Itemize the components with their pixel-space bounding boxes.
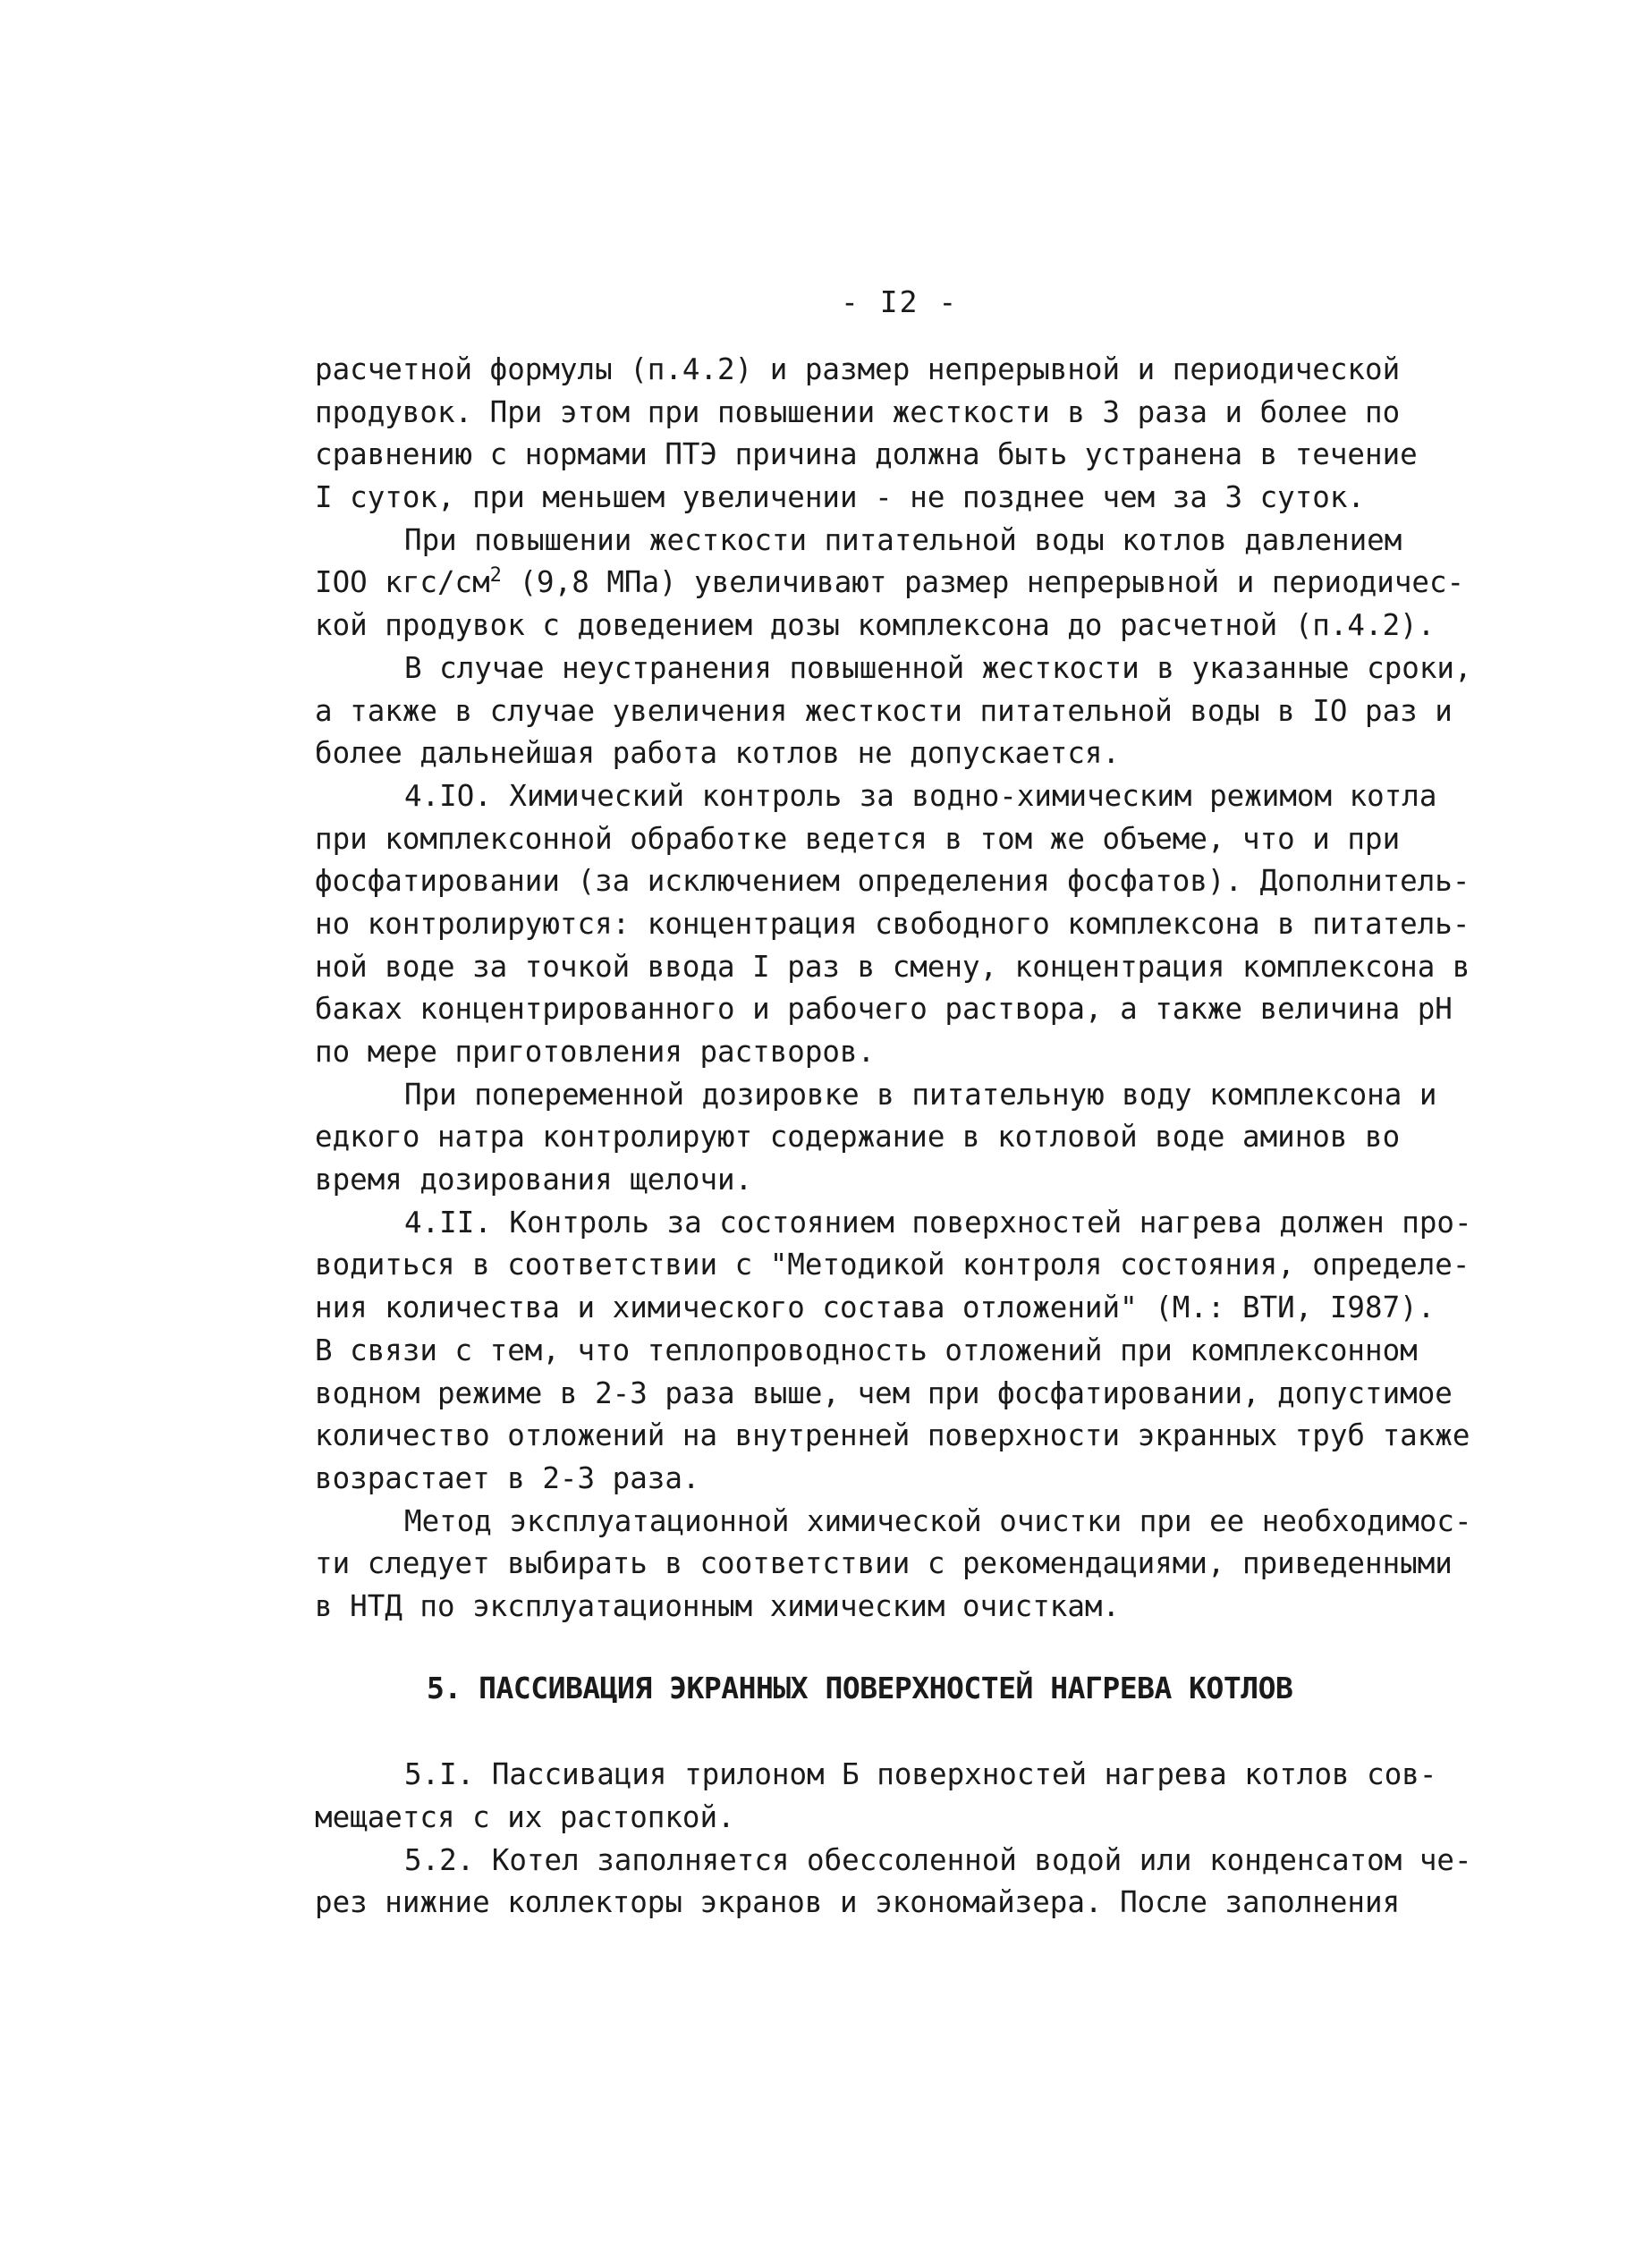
text-line: баках концентрированного и рабочего раствора, а также величина рН: [315, 992, 1453, 1027]
text-line: а также в случае увеличения жесткости питательной воды в IO раз и: [315, 693, 1453, 728]
text-fragment: IOO кгс/см: [315, 565, 490, 600]
text-line: едкого натра контролируют содержание в котловой воде аминов во: [315, 1120, 1401, 1155]
text-line: I суток, при меньшем увеличении - не позднее чем за 3 суток.: [315, 480, 1365, 515]
paragraph-start-line: 4.IO. Химический контроль за водно-химическим режимом котла: [404, 778, 1437, 813]
text-line: фосфатировании (за исключением определения фосфатов). Дополнитель-: [315, 864, 1470, 899]
paragraph-start-line: 5.2. Котел заполняется обессоленной водой или конденсатом че-: [404, 1842, 1472, 1877]
paragraph-start-line: В случае неустранения повышенной жесткости в указанные сроки,: [404, 650, 1472, 685]
text-line: мещается с их растопкой.: [315, 1800, 735, 1835]
text-line: время дозирования щелочи.: [315, 1163, 753, 1197]
text-line: кой продувок с доведением дозы комплексона до расчетной (п.4.2).: [315, 608, 1436, 643]
text-fragment: (9,8 МПа) увеличивают размер непрерывной и периодичес-: [501, 565, 1465, 600]
body-text: [315, 349, 1504, 1925]
text-line: возрастает в 2-3 раза.: [315, 1460, 700, 1495]
text-line: сравнению с нормами ПТЭ причина должна быть устранена в течение: [315, 437, 1418, 472]
paragraph-start-line: При повышении жесткости питательной воды котлов давлением: [404, 522, 1402, 557]
superscript: 2: [489, 564, 502, 588]
paragraph-start-line: 4.II. Контроль за состоянием поверхностей нагрева должен про-: [404, 1205, 1472, 1240]
text-line-with-superscript: [315, 562, 1504, 605]
text-line: рез нижние коллекторы экранов и экономайзера. После заполнения: [315, 1885, 1401, 1920]
text-line: продувок. При этом при повышении жесткости в 3 раза и более по: [315, 394, 1401, 429]
text-line: водиться в соответствии с "Методикой контроля состояния, определе-: [315, 1248, 1470, 1282]
text-line: но контролируются: концентрация свободного комплексона в питатель-: [315, 906, 1470, 941]
text-line: водном режиме в 2-3 раза выше, чем при фосфатировании, допустимое: [315, 1375, 1453, 1410]
text-line: количество отложений на внутренней поверхности экранных труб также: [315, 1418, 1470, 1453]
text-line: ния количества и химического состава отложений" (М.: ВТИ, I987).: [315, 1291, 1436, 1325]
text-line: более дальнейшая работа котлов не допускается.: [315, 736, 1121, 771]
text-line: ти следует выбирать в соответствии с рекомендациями, приведенными: [315, 1546, 1453, 1581]
paragraph-start-line: При попеременной дозировке в питательную воду комплексона и: [404, 1077, 1437, 1112]
page-number: - I2 -: [841, 284, 959, 319]
text-line: по мере приготовления растворов.: [315, 1035, 876, 1069]
paragraph-start-line: Метод эксплуатационной химической очистки при ее необходимос-: [404, 1503, 1472, 1538]
text-line: расчетной формулы (п.4.2) и размер непрерывной и периодической: [315, 352, 1401, 386]
paragraph-start-line: 5.I. Пассивация трилоном Б поверхностей нагрева котлов сов-: [404, 1757, 1437, 1792]
section-heading: 5. ПАССИВАЦИЯ ЭКРАННЫХ ПОВЕРХНОСТЕЙ НАГРЕВА КОТЛОВ: [427, 1670, 1293, 1705]
text-line: В связи с тем, что теплопроводность отложений при комплексонном: [315, 1333, 1418, 1367]
text-line: в НТД по эксплуатационным химическим очисткам.: [315, 1588, 1121, 1623]
text-line: ной воде за точкой ввода I раз в смену, концентрация комплексона в: [315, 949, 1470, 984]
text-line: при комплексонной обработке ведется в том же объеме, что и при: [315, 821, 1401, 856]
